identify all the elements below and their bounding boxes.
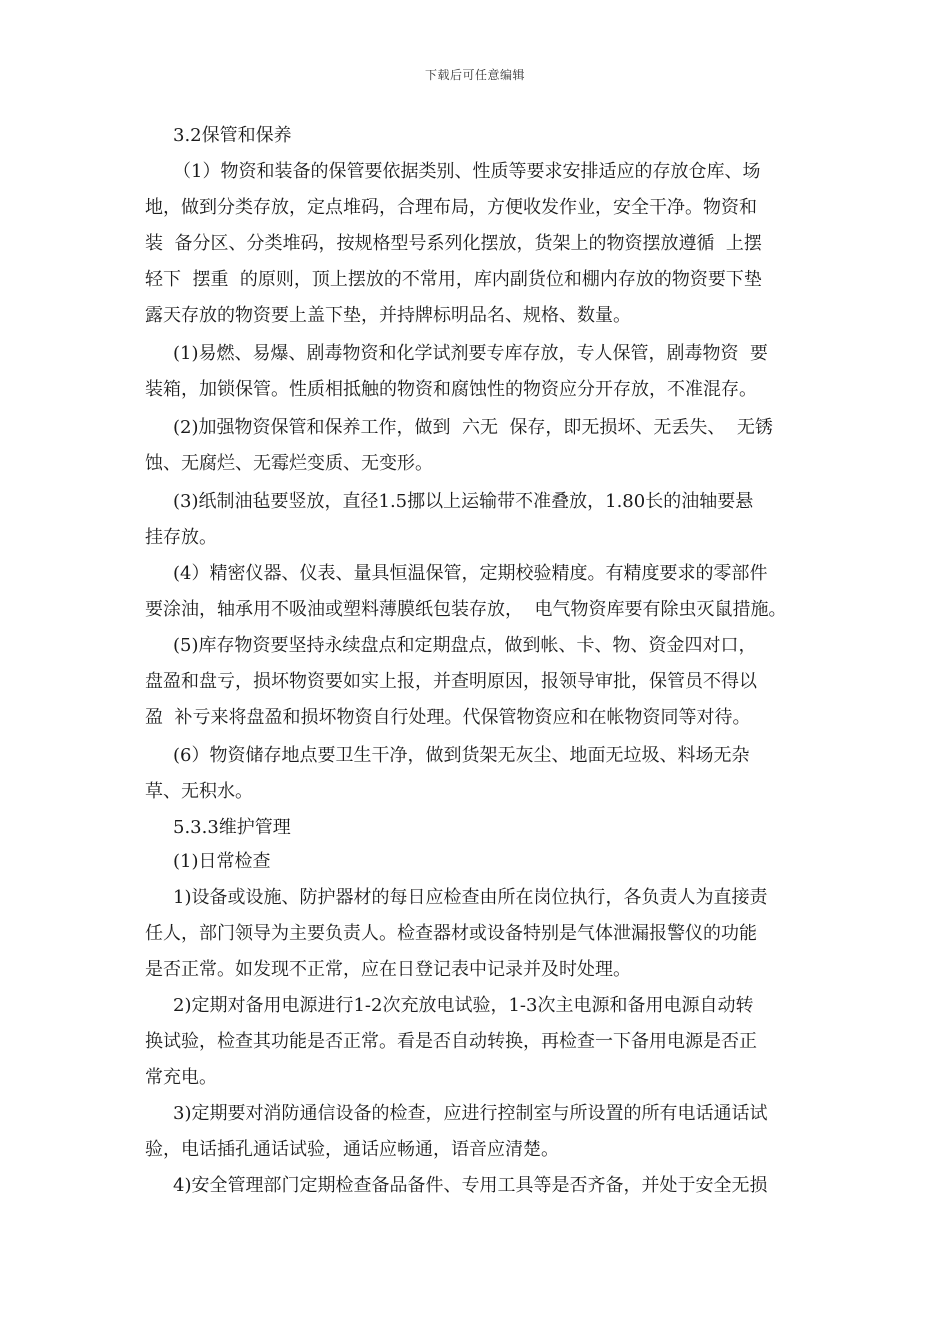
text-line: 蚀、无腐烂、无霉烂变质、无变形。: [145, 453, 433, 474]
text-line: 2)定期对备用电源进行1-2次充放电试验，1-3次主电源和备用电源自动转: [173, 995, 754, 1016]
text-line: (4）精密仪器、仪表、量具恒温保管，定期校验精度。有精度要求的零部件: [173, 563, 768, 584]
text-line: 常充电。: [145, 1067, 217, 1088]
text-line: (1)日常检查: [173, 851, 271, 872]
page-header: 下载后可任意编辑: [424, 68, 525, 82]
text-line: 要涂油，轴承用不吸油或塑料薄膜纸包装存放， 电气物资库要有除虫灭鼠措施。: [145, 599, 787, 620]
text-line: (1)易燃、易爆、剧毒物资和化学试剂要专库存放，专人保管，剧毒物资 要: [173, 343, 768, 364]
text-line: 草、无积水。: [145, 781, 253, 802]
text-line: 盘盈和盘亏，损坏物资要如实上报，并查明原因，报领导审批，保管员不得以: [145, 671, 757, 692]
text-line: 1)设备或设施、防护器材的每日应检查由所在岗位执行，各负责人为直接责: [173, 887, 768, 908]
text-line: 地，做到分类存放，定点堆码，合理布局，方便收发作业，安全干净。物资和: [145, 197, 757, 218]
text-line: 挂存放。: [145, 527, 217, 548]
text-line: 5.3.3维护管理: [173, 817, 291, 838]
text-line: (2)加强物资保管和保养工作，做到 六无 保存，即无损坏、无丢失、 无锈: [173, 417, 773, 438]
text-line: (5)库存物资要坚持永续盘点和定期盘点，做到帐、卡、物、资金四对口，: [173, 635, 757, 656]
text-line: 4)安全管理部门定期检查备品备件、专用工具等是否齐备，并处于安全无损: [173, 1175, 768, 1196]
text-line: 是否正常。如发现不正常，应在日登记表中记录并及时处理。: [145, 959, 631, 980]
text-line: 3)定期要对消防通信设备的检查，应进行控制室与所设置的所有电话通话试: [173, 1103, 768, 1124]
text-line: 换试验，检查其功能是否正常。看是否自动转换，再检查一下备用电源是否正: [145, 1031, 757, 1052]
text-line: (6）物资储存地点要卫生干净，做到货架无灰尘、地面无垃圾、料场无杂: [173, 745, 750, 766]
text-line: （1）物资和装备的保管要依据类别、性质等要求安排适应的存放仓库、场: [173, 161, 761, 182]
text-line: 露天存放的物资要上盖下垫，并持牌标明品名、规格、数量。: [145, 305, 631, 326]
text-line: 装箱，加锁保管。性质相抵触的物资和腐蚀性的物资应分开存放，不准混存。: [145, 379, 757, 400]
text-line: 3.2保管和保养: [173, 125, 292, 146]
text-line: 任人，部门领导为主要负责人。检查器材或设备特别是气体泄漏报警仪的功能: [145, 923, 757, 944]
text-line: 盈 补亏来将盘盈和损坏物资自行处理。代保管物资应和在帐物资同等对待。: [145, 707, 751, 728]
text-line: 装 备分区、分类堆码，按规格型号系列化摆放，货架上的物资摆放遵循 上摆: [145, 233, 762, 254]
text-line: 验，电话插孔通话试验，通话应畅通，语音应清楚。: [145, 1139, 559, 1160]
text-line: (3)纸制油毡要竖放，直径1.5挪以上运输带不准叠放，1.80长的油轴要悬: [173, 491, 754, 512]
text-line: 轻下 摆重 的原则，顶上摆放的不常用，库内副货位和棚内存放的物资要下垫: [145, 269, 762, 290]
